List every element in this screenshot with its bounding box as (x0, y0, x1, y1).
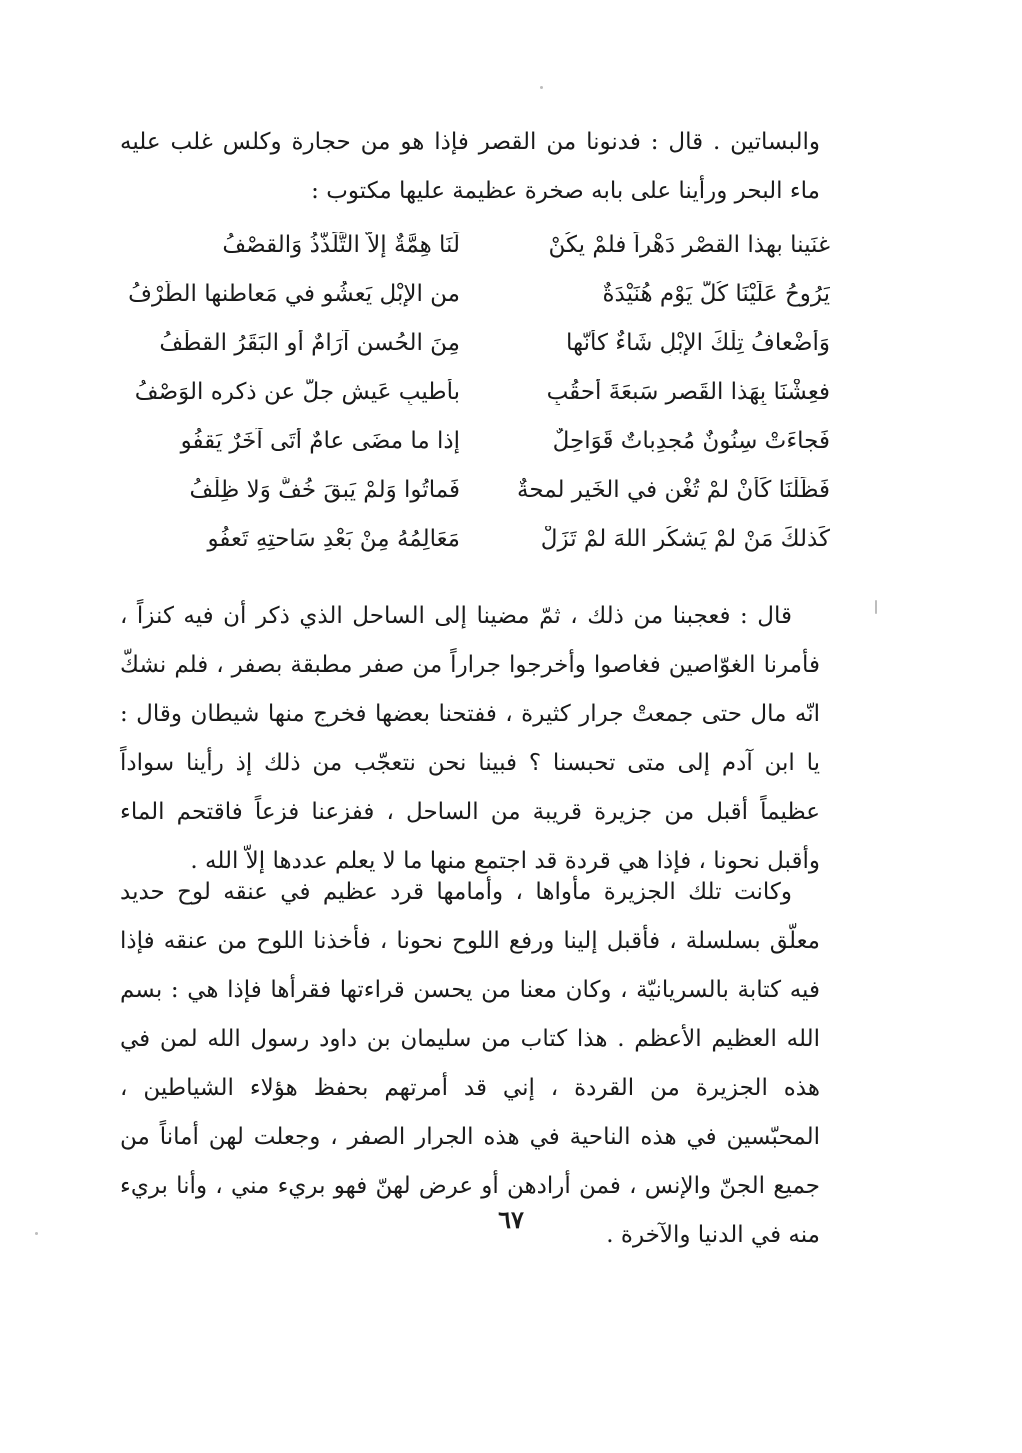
poem-verse (120, 514, 830, 563)
scan-speck (875, 600, 877, 614)
verse-second-hemistich: إذا ما مضَى عامٌ أتَى آخَرٌ يَقفُو (180, 427, 460, 454)
poem (120, 220, 830, 563)
verse-second-hemistich: مِنَ الحُسنِ آرَامٌ أو البَقَرُ القطْفُ (159, 329, 460, 356)
verse-first-hemistich: فَجاءَتْ سِنُونٌ مُجدِباتٌ قَوَاحِلٌ (552, 427, 830, 454)
poem-verse (120, 269, 830, 318)
verse-second-hemistich: لَنَا هِمَّةٌ إلاّ التَّلَذُّذُ وَالقصْفُ (222, 231, 460, 258)
verse-second-hemistich: مَعَالِمُهُ مِنْ بَعْدِ سَاحتِهِ تَعفُو (207, 525, 460, 552)
scan-speck (35, 1232, 38, 1235)
page-number: ٦٧ (498, 1205, 524, 1234)
verse-first-hemistich: غنَينا بهذا القصْرِ دَهْراً فلمْ يكُنْ (548, 231, 830, 258)
intro-paragraph: والبساتين . قال : فدنونا من القصر فإذا هو من حجارة وكلس غلب عليه ماء البحر ورأينا على بابه صخرة عظيمة عليها مكتوب : (120, 129, 820, 204)
body-paragraph-1: قال : فعجبنا من ذلك ، ثمّ مضينا إلى الساحل الذي ذكر أن فيه كنزاً ، فأمرنا الغوّاصين فغاصوا وأخرجوا جراراً من صفر مطبقة بصفر ، فلم نشكّ انّه مال حتى جمعتْ جرار كثيرة ، ففتحنا بعضها فخرج منها شيطان وقال : يا ابن آدم إلى متى تحبسنا ؟ فبينا نحن نتعجّب من ذلك إذ رأينا سواداً عظيماً أقبل من جزيرة قريبة من الساحل ، ففزعنا فزعاً فاقتحم الماء وأقبل نحونا ، فإذا هي قردة قد اجتمع منها ما لا يعلم عددها إلاّ الله . (120, 603, 820, 874)
verse-first-hemistich: كَذلكَ مَنْ لمْ يَشكُرِ اللهَ لمْ تَزَلْ (540, 525, 830, 552)
poem-verse (120, 465, 830, 514)
verse-first-hemistich: فعِشْنَا بِهَذا القَصرِ سَبعَةَ أحقُبٍ (546, 378, 830, 405)
poem-verse (120, 220, 830, 269)
verse-first-hemistich: فَظَلْنَا كَأنْ لمْ تُغْنِ في الخَيرِ لمحةٌ (517, 476, 830, 503)
verse-second-hemistich: من الإبْلِ يَعشُو في مَعاطنها الطَّرْفُ (128, 280, 460, 307)
scan-speck (540, 86, 543, 89)
verse-second-hemistich: بأطيبِ عَيشٍ جلّ عن ذكره الوَصْفُ (134, 378, 460, 405)
verse-first-hemistich: وَأضْعافُ تِلْكَ الإبْلِ شَاءٌ كأنّها (565, 329, 830, 356)
poem-verse (120, 367, 830, 416)
verse-first-hemistich: يَرُوحُ عَلَيْنَا كُلَّ يَوْمٍ هُنَيْدَةٌ (602, 280, 830, 307)
body-paragraph-2: وكانت تلك الجزيرة مأواها ، وأمامها قرد عظيم في عنقه لوح حديد معلّق بسلسلة ، فأقبل إلينا ورفع اللوح نحونا ، فأخذنا اللوح من عنقه فإذا فيه كتابة بالسريانيّة ، وكان معنا من يحسن قراءتها فقرأها فإذا هي : بسم الله العظيم الأعظم . هذا كتاب من سليمان بن داود رسول الله لمن في هذه الجزيرة من القردة ، إني قد أمرتهم بحفظ هؤلاء الشياطين ، المحبّسين في هذه الناحية في هذه الجرار الصفر ، وجعلت لهن أماناً من جميع الجنّ والإنس ، فمن أرادهن أو عرض لهنّ فهو بريء مني ، وأنا بريء منه في الدنيا والآخرة . (120, 879, 820, 1248)
poem-verse (120, 416, 830, 465)
poem-verse (120, 318, 830, 367)
verse-second-hemistich: فَماتُوا وَلمْ يَبقَ خُفٌّ وَلا ظِلْفُ (189, 476, 460, 503)
